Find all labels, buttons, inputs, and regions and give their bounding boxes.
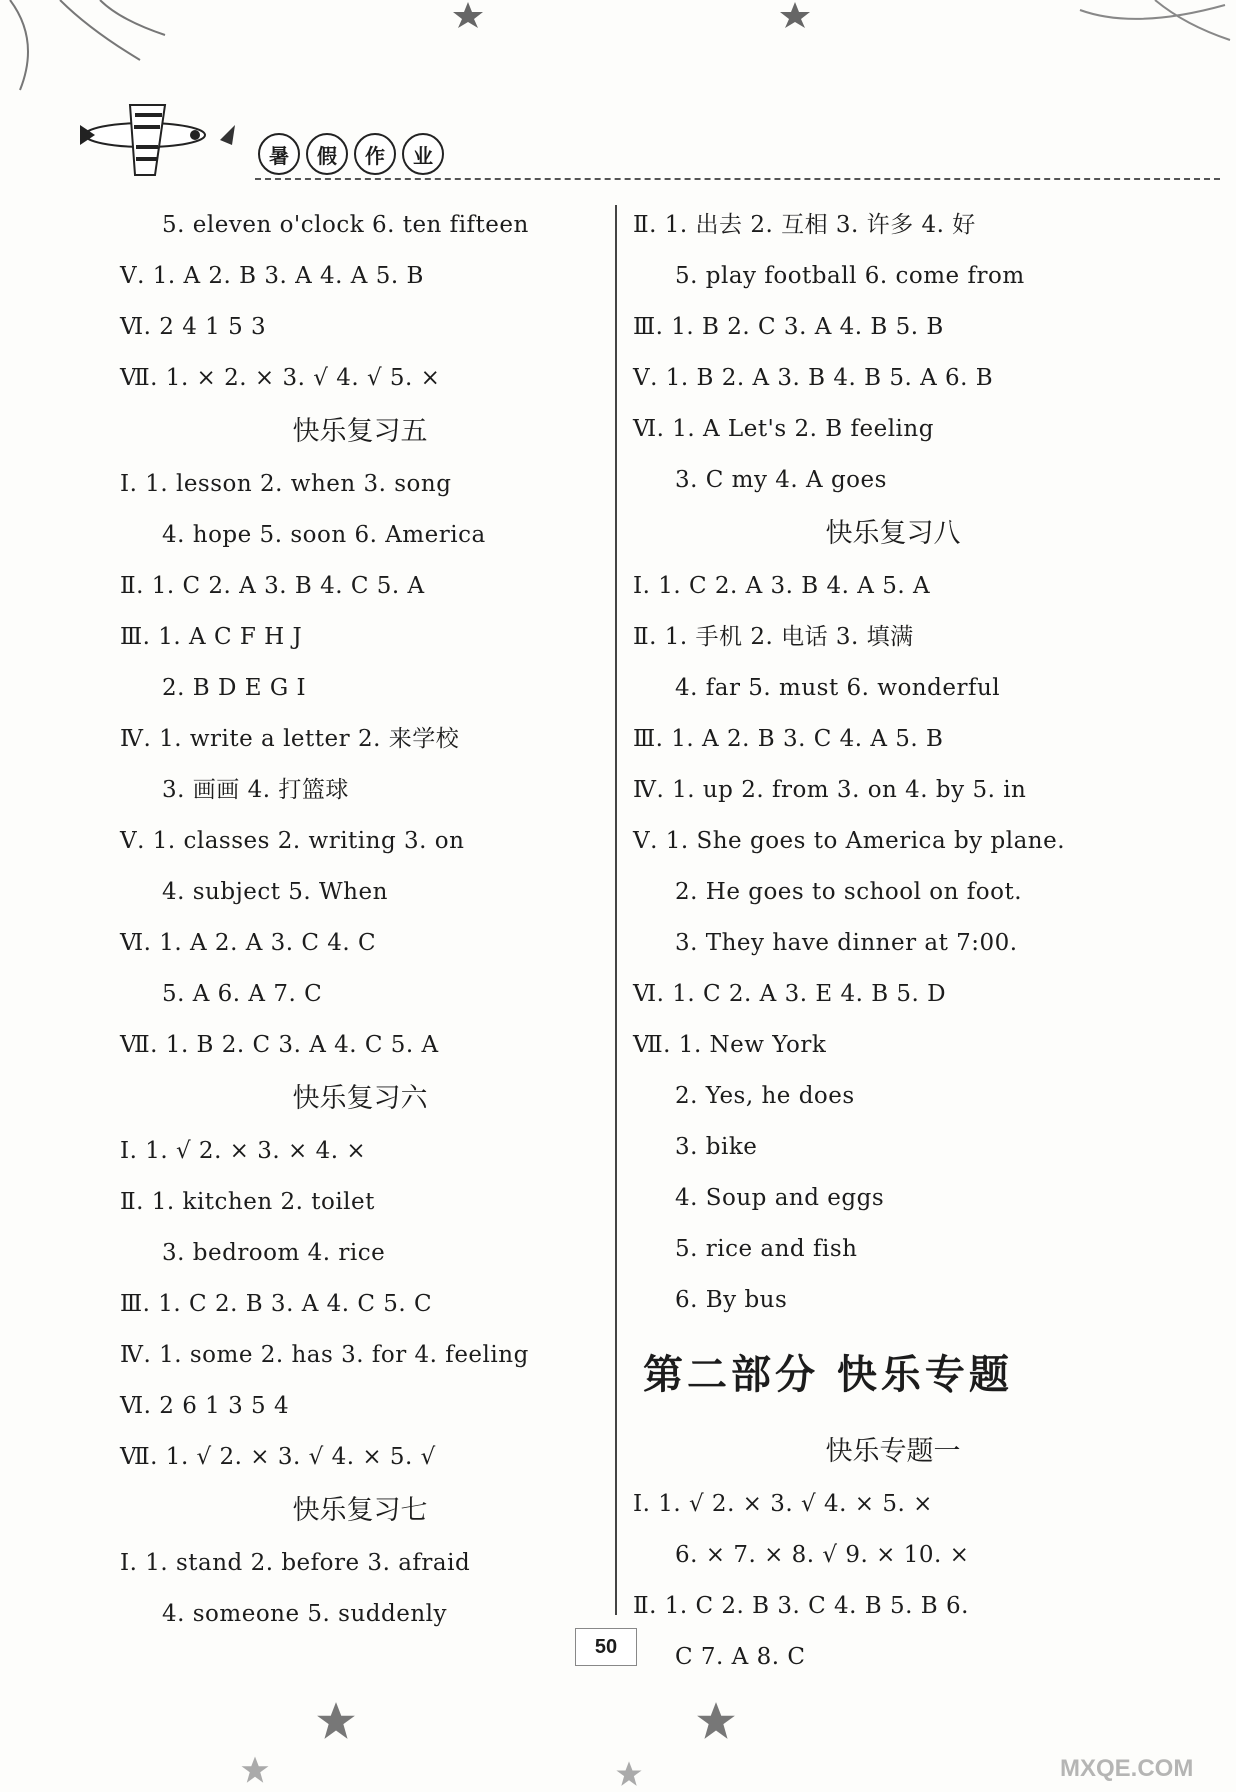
- answer-line: Ⅲ. 1. B 2. C 3. A 4. B 5. B: [633, 314, 944, 340]
- airplane-icon: [70, 95, 240, 185]
- answer-line: 3. bike: [675, 1134, 758, 1160]
- answer-line: Ⅱ. 1. kitchen 2. toilet: [120, 1189, 375, 1215]
- answer-line: Ⅳ. 1. write a letter 2. 来学校: [120, 726, 460, 752]
- branch-decoration-icon: [0, 0, 170, 95]
- header-seal-char: 假: [306, 133, 348, 175]
- star-decoration-icon: [240, 1755, 270, 1785]
- answer-line: Ⅲ. 1. C 2. B 3. A 4. C 5. C: [120, 1291, 433, 1317]
- answer-line: Ⅰ. 1. C 2. A 3. B 4. A 5. A: [633, 573, 931, 599]
- page-number: 50: [575, 1628, 637, 1666]
- answer-line: 4. far 5. must 6. wonderful: [675, 675, 1001, 701]
- answer-line: 6. By bus: [675, 1287, 788, 1313]
- answer-line: Ⅴ. 1. B 2. A 3. B 4. B 5. A 6. B: [633, 365, 994, 391]
- section-heading: 快乐复习七: [292, 1495, 428, 1526]
- answer-line: 4. subject 5. When: [162, 879, 388, 905]
- answer-line: Ⅰ. 1. √ 2. × 3. × 4. ×: [120, 1138, 367, 1164]
- star-decoration-icon: [615, 1760, 643, 1788]
- header-seal-char: 作: [354, 133, 396, 175]
- answer-line: 3. bedroom 4. rice: [162, 1240, 386, 1266]
- answer-line: Ⅵ. 2 6 1 3 5 4: [120, 1393, 290, 1419]
- answer-line: 5. rice and fish: [675, 1236, 858, 1262]
- answer-line: Ⅶ. 1. B 2. C 3. A 4. C 5. A: [120, 1032, 439, 1058]
- answer-line: 2. He goes to school on foot.: [675, 879, 1023, 905]
- page-header: [60, 95, 1180, 185]
- answer-line: Ⅰ. 1. stand 2. before 3. afraid: [120, 1550, 471, 1576]
- section-heading: 快乐专题一: [825, 1436, 961, 1467]
- answer-line: Ⅱ. 1. C 2. A 3. B 4. C 5. A: [120, 573, 425, 599]
- answer-line: Ⅱ. 1. 手机 2. 电话 3. 填满: [633, 624, 914, 650]
- answer-line: Ⅵ. 1. A Let's 2. B feeling: [633, 416, 934, 442]
- answer-line: 4. someone 5. suddenly: [162, 1601, 448, 1627]
- answer-line: 5. A 6. A 7. C: [162, 981, 323, 1007]
- answer-line: 5. play football 6. come from: [675, 263, 1025, 289]
- answer-line: Ⅳ. 1. some 2. has 3. for 4. feeling: [120, 1342, 529, 1368]
- watermark-text: MXQE.COM: [1060, 1755, 1194, 1782]
- answer-line: Ⅶ. 1. √ 2. × 3. √ 4. × 5. √: [120, 1444, 436, 1470]
- answer-line: C 7. A 8. C: [675, 1644, 806, 1670]
- section-heading: 快乐复习八: [825, 518, 961, 549]
- answer-line: 3. They have dinner at 7:00.: [675, 930, 1018, 956]
- answer-line: Ⅵ. 2 4 1 5 3: [120, 314, 267, 340]
- left-column: [120, 200, 600, 1640]
- answer-line: Ⅶ. 1. New York: [633, 1032, 827, 1058]
- answer-line: Ⅵ. 1. A 2. A 3. C 4. C: [120, 930, 377, 956]
- header-dashed-rule: [255, 178, 1220, 180]
- header-title: [258, 133, 444, 175]
- right-column: [633, 200, 1153, 1683]
- star-decoration-icon: [775, 0, 815, 28]
- answer-line: 2. Yes, he does: [675, 1083, 855, 1109]
- answer-line: Ⅰ. 1. √ 2. × 3. √ 4. × 5. ×: [633, 1491, 933, 1517]
- answer-line: 2. B D E G I: [162, 675, 307, 701]
- answer-line: 3. C my 4. A goes: [675, 467, 887, 493]
- answer-line: Ⅲ. 1. A C F H J: [120, 624, 303, 650]
- answer-line: Ⅱ. 1. 出去 2. 互相 3. 许多 4. 好: [633, 212, 976, 238]
- answer-line: Ⅲ. 1. A 2. B 3. C 4. A 5. B: [633, 726, 944, 752]
- answer-line: Ⅳ. 1. up 2. from 3. on 4. by 5. in: [633, 777, 1027, 803]
- section-heading: 快乐复习五: [292, 416, 428, 447]
- watermark: [1060, 1715, 1220, 1785]
- answer-line: Ⅰ. 1. lesson 2. when 3. song: [120, 471, 452, 497]
- answer-line: 6. × 7. × 8. √ 9. × 10. ×: [675, 1542, 970, 1568]
- answer-line: Ⅵ. 1. C 2. A 3. E 4. B 5. D: [633, 981, 947, 1007]
- part-heading: 第二部分 快乐专题: [643, 1352, 1013, 1398]
- answer-line: Ⅴ. 1. A 2. B 3. A 4. A 5. B: [120, 263, 424, 289]
- answer-line: 3. 画画 4. 打篮球: [162, 777, 349, 803]
- answer-line: 4. Soup and eggs: [675, 1185, 885, 1211]
- answer-line: Ⅴ. 1. classes 2. writing 3. on: [120, 828, 465, 854]
- answer-line: Ⅱ. 1. C 2. B 3. C 4. B 5. B 6.: [633, 1593, 969, 1619]
- header-seal-char: 暑: [258, 133, 300, 175]
- section-heading: 快乐复习六: [292, 1083, 428, 1114]
- star-decoration-icon: [315, 1700, 357, 1742]
- answer-line: Ⅴ. 1. She goes to America by plane.: [633, 828, 1066, 854]
- answer-line: 4. hope 5. soon 6. America: [162, 522, 486, 548]
- star-decoration-icon: [448, 0, 488, 28]
- answer-line: 5. eleven o'clock 6. ten fifteen: [162, 212, 529, 238]
- branch-decoration-icon: [1075, 0, 1235, 50]
- star-decoration-icon: [695, 1700, 737, 1742]
- header-seal-char: 业: [402, 133, 444, 175]
- column-divider: [615, 205, 617, 1615]
- answer-line: Ⅶ. 1. × 2. × 3. √ 4. √ 5. ×: [120, 365, 441, 391]
